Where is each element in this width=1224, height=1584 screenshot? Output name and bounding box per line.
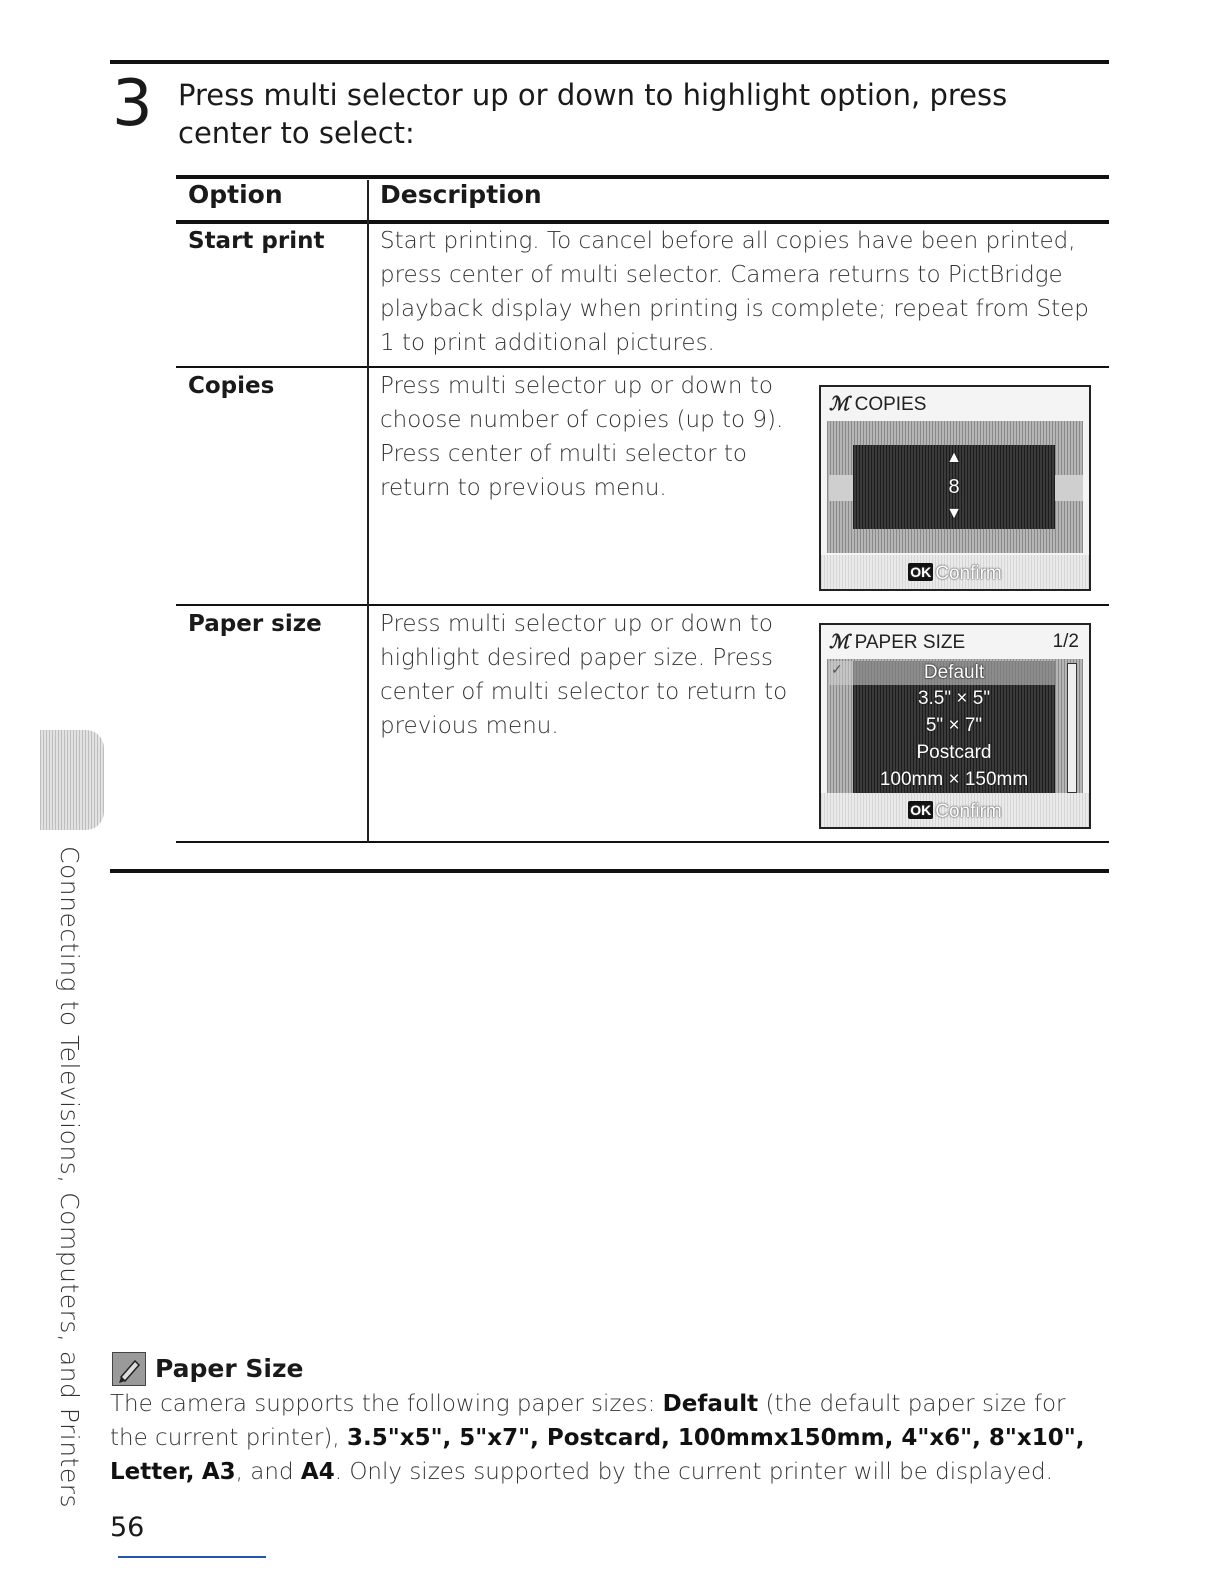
note-sizes: 3.5"x5", 5"x7", Postcard, 100mmx150mm, 4"x6", 8"x10", Letter,: [110, 1425, 1085, 1485]
option-paper-size: Paper size: [188, 611, 322, 637]
note-default: Default: [662, 1391, 759, 1417]
note-outro: . Only sizes supported by the current printer will be displayed.: [334, 1459, 1053, 1485]
paper-title: PAPER SIZE: [854, 632, 966, 653]
paper-screen-header: [829, 631, 965, 654]
description-start-print: Start printing. To cancel before all copies have been printed, press center of multi selector. Camera returns to PictBridge playback display when printing is complete; repeat from Step 1 to print additional pictures.: [380, 228, 1089, 356]
option-start-print: Start print: [188, 228, 325, 254]
top-rule: [110, 60, 1109, 64]
checkmark-icon: ✓: [831, 661, 843, 677]
description-copies: Press multi selector up or down to choose number of copies (up to 9). Press center of multi selector to return to previous menu.: [380, 373, 784, 501]
description-paper-size: Press multi selector up or down to highlight desired paper size. Press center of multi selector to return to previous menu.: [380, 611, 788, 739]
row-divider-1: [176, 366, 1109, 368]
ok-button-icon: OK: [910, 564, 932, 580]
option-copies: Copies: [188, 373, 275, 399]
paper-confirm: [821, 801, 1089, 823]
paper-option-default[interactable]: Default: [923, 662, 985, 683]
ok-button-icon: OK: [910, 802, 932, 818]
note-default-desc: (the default paper size for the current printer),: [110, 1391, 1066, 1451]
paper-option-postcard[interactable]: Postcard: [916, 742, 992, 763]
header-option: Option: [188, 180, 283, 209]
up-arrow-icon: ▲: [946, 449, 962, 466]
note-and: , and: [235, 1459, 301, 1485]
note-intro: The camera supports the following paper sizes:: [110, 1391, 663, 1417]
step-instruction: Press multi selector up or down to highlight option, press center to select:: [178, 78, 1008, 150]
note-a4: A4: [300, 1459, 335, 1485]
chapter-title: Connecting to Televisions, Computers, and Printers: [55, 846, 84, 1509]
page-number: 56: [110, 1512, 145, 1543]
paper-option-5x7[interactable]: 5" × 7": [925, 715, 983, 736]
paper-page-indicator: 1/2: [1052, 631, 1079, 652]
copies-screen: [819, 385, 1091, 591]
table-bottom-rule: [176, 841, 1109, 843]
header-description: Description: [380, 180, 542, 209]
paper-confirm-label: Confirm: [935, 801, 1002, 822]
row-divider-2: [176, 604, 1109, 606]
table-top-rule: [176, 175, 1109, 179]
paper-option-3x5[interactable]: 3.5" × 5": [917, 688, 991, 709]
copies-confirm-label: Confirm: [935, 563, 1002, 584]
down-arrow-icon: ▼: [946, 505, 962, 522]
note-body: [110, 1387, 1110, 1489]
step-number: 3: [112, 67, 153, 141]
print-icon: ℳ: [829, 394, 850, 415]
copies-screen-header: [829, 393, 926, 416]
note-title: Paper Size: [155, 1354, 304, 1383]
copies-confirm: [821, 563, 1089, 585]
paper-option-100x150[interactable]: 100mm × 150mm: [879, 769, 1029, 790]
copies-title: COPIES: [854, 394, 927, 415]
print-icon: ℳ: [829, 632, 850, 653]
footer-link-line: [118, 1556, 266, 1558]
note-a3: A3: [201, 1459, 236, 1485]
copies-value: 8: [948, 476, 960, 498]
scrollbar[interactable]: [1067, 663, 1077, 793]
chapter-tab: [40, 730, 104, 830]
column-divider: [367, 180, 369, 842]
paper-size-screen: [819, 623, 1091, 829]
section-end-rule: [110, 869, 1109, 873]
note-icon: [112, 1352, 146, 1386]
